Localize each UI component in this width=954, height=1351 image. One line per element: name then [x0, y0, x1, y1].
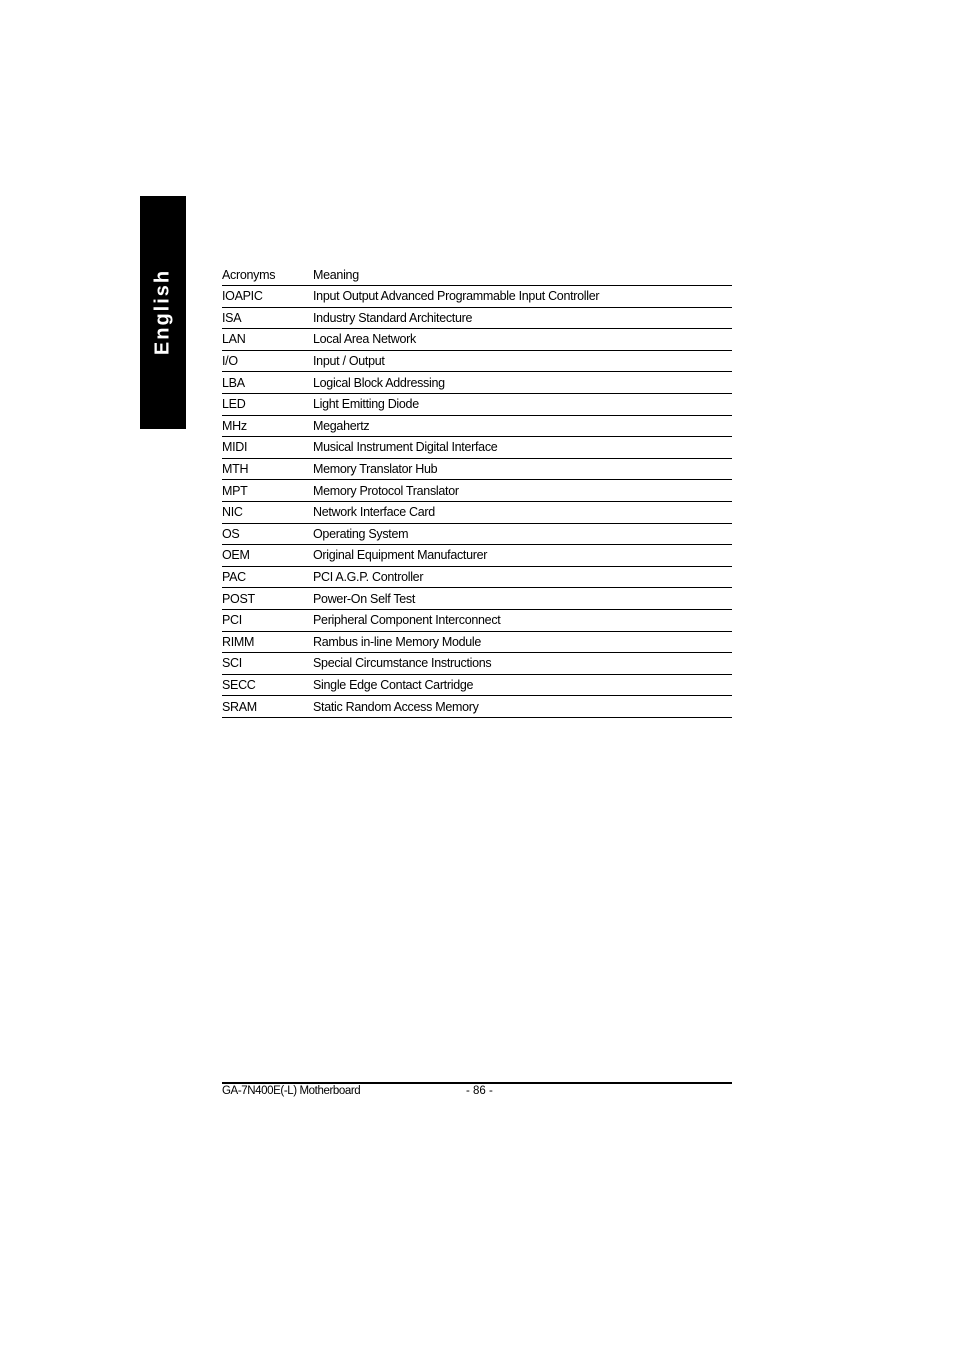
acronym-cell: OEM	[222, 548, 250, 563]
meaning-cell: Rambus in-line Memory Module	[313, 634, 482, 649]
acronym-cell: RIMM	[222, 634, 255, 649]
meaning-cell: Industry Standard Architecture	[313, 310, 473, 325]
acronym-cell: MPT	[222, 483, 248, 498]
meaning-cell: Input Output Advanced Programmable Input Controller	[313, 289, 600, 304]
meaning-cell: Megahertz	[313, 418, 370, 433]
meaning-cell: Network Interface Card	[313, 505, 435, 520]
meaning-cell: Operating System	[313, 526, 409, 541]
meaning-cell: Musical Instrument Digital Interface	[313, 440, 498, 455]
meaning-cell: Light Emitting Diode	[313, 397, 419, 412]
meaning-cell: Input / Output	[313, 354, 385, 369]
language-tab-label: English	[151, 268, 174, 356]
acronym-cell: IOAPIC	[222, 289, 263, 304]
acronym-cell: LBA	[222, 375, 245, 390]
table-row	[222, 545, 732, 567]
meaning-cell: PCI A.G.P. Controller	[313, 570, 424, 585]
meaning-cell: Single Edge Contact Cartridge	[313, 677, 474, 692]
acronym-cell: I/O	[222, 354, 238, 369]
acronym-cell: MHz	[222, 418, 247, 433]
acronym-table	[222, 264, 732, 718]
acronym-cell: MTH	[222, 462, 249, 477]
table-row	[222, 329, 732, 351]
meaning-cell: Power-On Self Test	[313, 591, 416, 606]
table-row	[222, 351, 732, 373]
table-row	[222, 524, 732, 546]
table-row	[222, 588, 732, 610]
meaning-column-header: Meaning	[313, 267, 359, 282]
table-row	[222, 437, 732, 459]
table-row	[222, 394, 732, 416]
acronym-column-header: Acronyms	[222, 267, 276, 282]
table-row	[222, 567, 732, 589]
table-row	[222, 632, 732, 654]
meaning-cell: Original Equipment Manufacturer	[313, 548, 488, 563]
acronym-cell: NIC	[222, 505, 243, 520]
table-row	[222, 610, 732, 632]
meaning-cell: Static Random Access Memory	[313, 699, 479, 714]
acronym-cell: PAC	[222, 570, 246, 585]
meaning-cell: Memory Translator Hub	[313, 462, 438, 477]
acronym-cell: SRAM	[222, 699, 257, 714]
acronym-cell: POST	[222, 591, 255, 606]
footer-page-number: - 86 -	[466, 1085, 493, 1097]
table-body	[222, 286, 732, 718]
meaning-cell: Memory Protocol Translator	[313, 483, 459, 498]
acronym-cell: OS	[222, 526, 240, 541]
acronym-cell: SECC	[222, 677, 256, 692]
table-row	[222, 480, 732, 502]
table-row	[222, 308, 732, 330]
table-header-row	[222, 264, 732, 286]
acronym-cell: SCI	[222, 656, 242, 671]
acronym-cell: LAN	[222, 332, 246, 347]
acronym-cell: ISA	[222, 310, 242, 325]
meaning-cell: Peripheral Component Interconnect	[313, 613, 501, 628]
language-side-tab	[140, 196, 186, 429]
footer-model-name: GA-7N400E(-L) Motherboard	[222, 1085, 361, 1097]
table-row	[222, 459, 732, 481]
acronym-cell: MIDI	[222, 440, 248, 455]
table-row	[222, 653, 732, 675]
table-row	[222, 675, 732, 697]
meaning-cell: Local Area Network	[313, 332, 416, 347]
meaning-cell: Logical Block Addressing	[313, 375, 445, 390]
meaning-cell: Special Circumstance Instructions	[313, 656, 492, 671]
table-row	[222, 286, 732, 308]
table-row	[222, 696, 732, 718]
table-row	[222, 416, 732, 438]
acronym-cell: PCI	[222, 613, 242, 628]
table-row	[222, 372, 732, 394]
footer-divider	[222, 1082, 732, 1084]
acronym-cell: LED	[222, 397, 246, 412]
table-row	[222, 502, 732, 524]
